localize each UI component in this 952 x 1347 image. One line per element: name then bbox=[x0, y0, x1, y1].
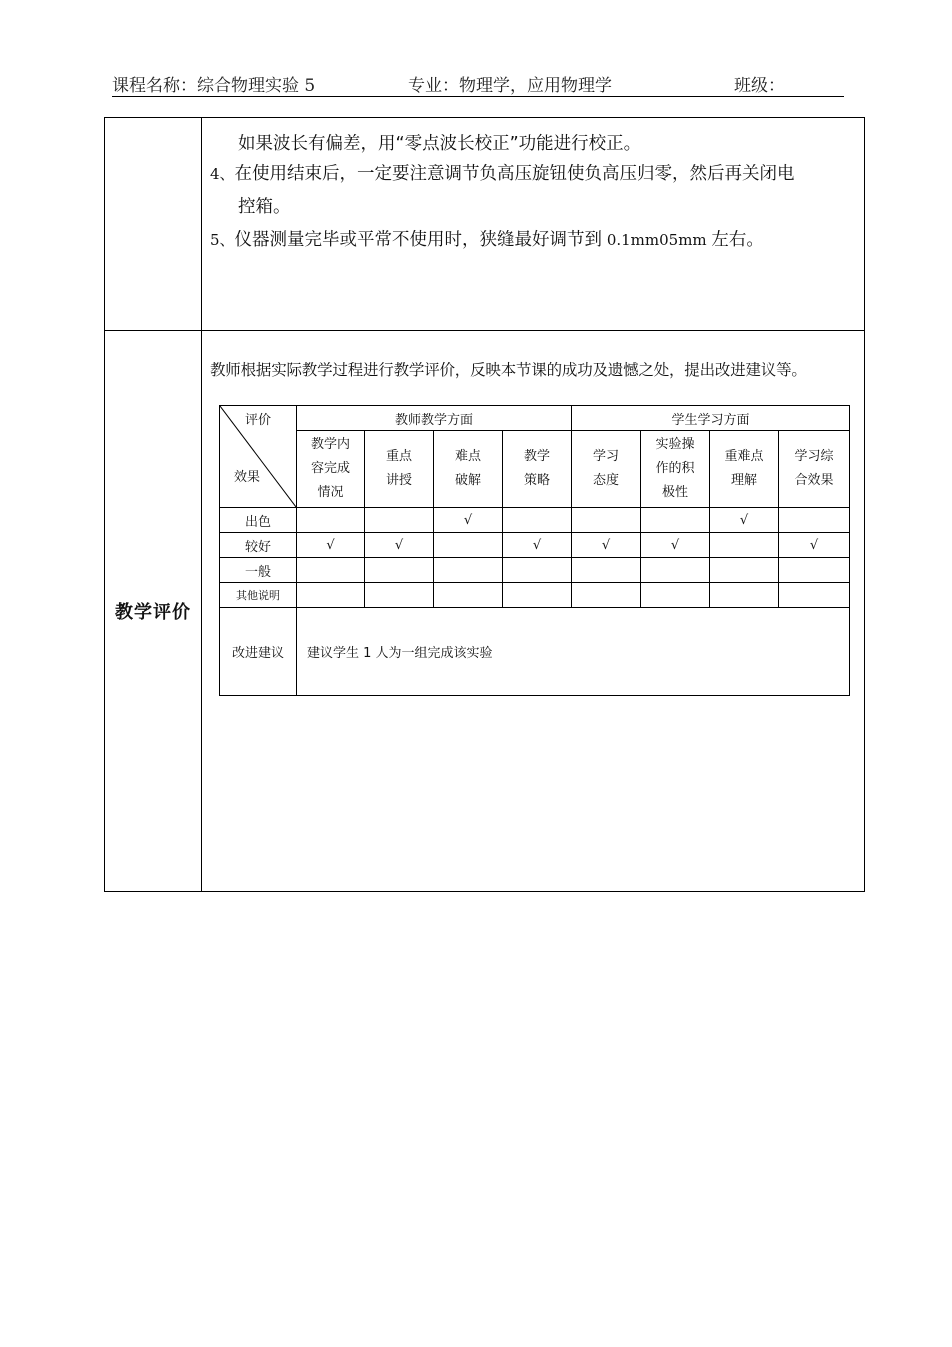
rating-cell bbox=[641, 583, 710, 608]
rating-cell: √ bbox=[297, 533, 365, 558]
rating-cell bbox=[365, 583, 434, 608]
column-header bbox=[641, 431, 710, 508]
rating-cell bbox=[779, 508, 850, 533]
group-header-student: 学生学习方面 bbox=[572, 406, 850, 431]
rating-cell bbox=[572, 558, 641, 583]
rating-cell bbox=[710, 533, 779, 558]
table-row bbox=[220, 558, 850, 583]
advice-label: 改进建议 bbox=[220, 608, 297, 696]
rating-cell: √ bbox=[434, 508, 503, 533]
column-header-line: 情况 bbox=[317, 485, 344, 500]
slit-value: 0.1mm05mm bbox=[602, 231, 712, 249]
item-text-a: 仪器测量完毕或平常不使用时，狭缝最好调节到 bbox=[234, 230, 603, 250]
column-header bbox=[434, 431, 503, 508]
rating-cell bbox=[503, 508, 572, 533]
table-row bbox=[220, 508, 850, 533]
column-header-line: 理解 bbox=[731, 473, 758, 488]
rating-cell bbox=[710, 583, 779, 608]
rating-cell: √ bbox=[710, 508, 779, 533]
rating-cell bbox=[641, 508, 710, 533]
column-header-line: 教学内 bbox=[310, 437, 350, 452]
item-number: 5、 bbox=[210, 231, 235, 249]
class-label: 班级： bbox=[734, 76, 785, 96]
row-label: 出色 bbox=[220, 508, 297, 533]
column-header-line: 作的积 bbox=[655, 461, 695, 476]
column-header bbox=[503, 431, 572, 508]
corner-top-label: 评价 bbox=[244, 413, 271, 428]
note-line-1: 如果波长有偏差，用“零点波长校正”功能进行校正。 bbox=[238, 134, 642, 154]
corner-cell bbox=[220, 406, 297, 508]
rating-cell bbox=[503, 583, 572, 608]
row-label: 一般 bbox=[220, 558, 297, 583]
item-number: 4、 bbox=[210, 165, 235, 183]
column-header-line: 合效果 bbox=[794, 473, 834, 488]
column-divider bbox=[201, 118, 202, 891]
column-header-line: 学习 bbox=[593, 449, 620, 464]
column-header-line: 讲授 bbox=[385, 473, 412, 488]
rating-cell: √ bbox=[503, 533, 572, 558]
section-label: 教学评价 bbox=[115, 602, 191, 623]
note-item-4 bbox=[210, 160, 795, 185]
note-item-4-continued: 控箱。 bbox=[238, 197, 291, 217]
column-header-line: 破解 bbox=[454, 473, 481, 488]
advice-text: 建议学生 1 人为一组完成该实验 bbox=[297, 608, 850, 696]
column-header-line: 学习综 bbox=[794, 449, 834, 464]
column-header-line: 实验操 bbox=[655, 437, 695, 452]
rating-cell bbox=[434, 558, 503, 583]
rating-cell bbox=[572, 583, 641, 608]
rating-cell bbox=[572, 508, 641, 533]
rating-cell: √ bbox=[365, 533, 434, 558]
rating-cell bbox=[434, 583, 503, 608]
rating-cell bbox=[365, 558, 434, 583]
column-header-line: 态度 bbox=[593, 473, 620, 488]
evaluation-intro: 教师根据实际教学过程进行教学评价，反映本节课的成功及遗憾之处，提出改进建议等。 bbox=[210, 361, 807, 379]
rating-cell: √ bbox=[572, 533, 641, 558]
rating-cell bbox=[297, 508, 365, 533]
rating-cell bbox=[297, 583, 365, 608]
table-row bbox=[220, 533, 850, 558]
evaluation-table bbox=[219, 405, 850, 696]
column-header-line: 教学 bbox=[524, 449, 551, 464]
column-header bbox=[572, 431, 641, 508]
rating-cell bbox=[779, 583, 850, 608]
course-name: 课程名称：综合物理实验 5 bbox=[112, 76, 316, 96]
rating-cell bbox=[710, 558, 779, 583]
row-label: 较好 bbox=[220, 533, 297, 558]
rating-cell bbox=[297, 558, 365, 583]
major: 专业：物理学，应用物理学 bbox=[408, 76, 612, 96]
column-header-line: 容完成 bbox=[310, 461, 350, 476]
item-text: 在使用结束后，一定要注意调节负高压旋钮使负高压归零，然后再关闭电 bbox=[234, 164, 795, 184]
rating-cell bbox=[779, 558, 850, 583]
item-text-b: 左右。 bbox=[711, 230, 764, 250]
rating-cell bbox=[641, 558, 710, 583]
column-header-line: 重难点 bbox=[724, 449, 764, 464]
rating-cell: √ bbox=[779, 533, 850, 558]
row-divider bbox=[105, 330, 864, 331]
group-header-teacher: 教师教学方面 bbox=[297, 406, 572, 431]
page-header bbox=[112, 70, 844, 97]
column-header-line: 极性 bbox=[662, 485, 689, 500]
column-header bbox=[365, 431, 434, 508]
column-header bbox=[297, 431, 365, 508]
rating-cell bbox=[503, 558, 572, 583]
rating-cell bbox=[434, 533, 503, 558]
column-header-line: 策略 bbox=[524, 473, 551, 488]
column-header bbox=[710, 431, 779, 508]
main-table bbox=[104, 117, 865, 892]
corner-bottom-label: 效果 bbox=[234, 470, 261, 485]
table-row bbox=[220, 583, 850, 608]
row-label: 其他说明 bbox=[220, 583, 297, 608]
column-header-line: 难点 bbox=[454, 449, 481, 464]
column-header-line: 重点 bbox=[385, 449, 412, 464]
column-header bbox=[779, 431, 850, 508]
rating-cell bbox=[365, 508, 434, 533]
note-item-5 bbox=[210, 226, 764, 251]
rating-cell: √ bbox=[641, 533, 710, 558]
